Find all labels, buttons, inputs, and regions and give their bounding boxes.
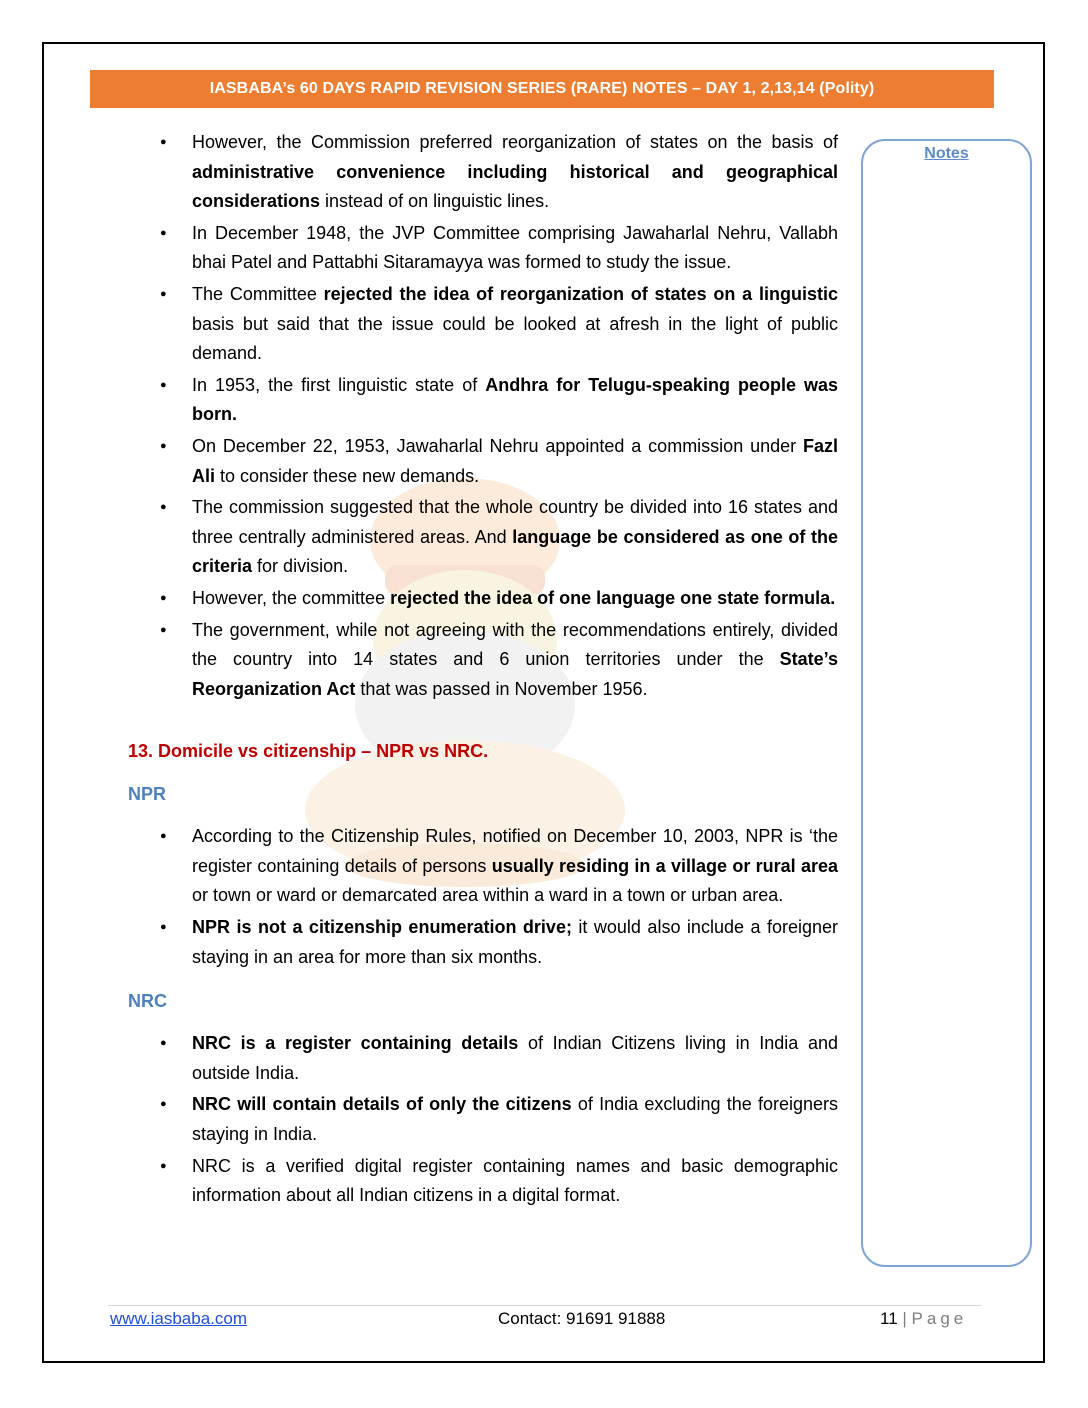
list-item: ● NPR is not a citizenship enumeration drive; it would also include a foreigner staying in an area for more than six months. xyxy=(128,913,838,972)
page-number: 11 xyxy=(880,1309,898,1328)
list-item: ● In December 1948, the JVP Committee comprising Jawaharlal Nehru, Vallabh bhai Patel and Pattabhi Sitaramayya was formed to study the issue. xyxy=(128,219,838,278)
list-item: ● However, the Commission preferred reorganization of states on the basis of administrative convenience including historical and geographical considerations instead of on linguistic lines. xyxy=(128,128,838,217)
list-item: ● According to the Citizenship Rules, notified on December 10, 2003, NPR is ‘the register containing details of persons usually residing in a village or rural area or town or ward or demarcated area within a ward in a town or urban area. xyxy=(128,822,838,911)
main-content xyxy=(128,128,838,1213)
list-item: ● NRC is a verified digital register containing names and basic demographic information about all Indian citizens in a digital format. xyxy=(128,1152,838,1211)
footer-divider xyxy=(108,1305,982,1306)
page-separator: | xyxy=(902,1309,907,1328)
list-item: ● However, the committee rejected the idea of one language one state formula. xyxy=(128,584,838,614)
list-item: ● NRC will contain details of only the citizens of India excluding the foreigners staying in India. xyxy=(128,1090,838,1149)
section-12-list xyxy=(128,128,838,704)
npr-list xyxy=(128,822,838,972)
notes-label[interactable]: Notes xyxy=(924,145,969,162)
list-item: ● On December 22, 1953, Jawaharlal Nehru appointed a commission under Fazl Ali to consider these new demands. xyxy=(128,432,838,491)
footer-contact: Contact: 91691 91888 xyxy=(498,1309,666,1328)
list-item: ● NRC is a register containing details of Indian Citizens living in India and outside India. xyxy=(128,1029,838,1088)
nrc-heading: NRC xyxy=(128,991,167,1012)
list-item: ● In 1953, the first linguistic state of Andhra for Telugu-speaking people was born. xyxy=(128,371,838,430)
header-title: IASBABA’s 60 DAYS RAPID REVISION SERIES (RARE) NOTES – DAY 1, 2,13,14 (Polity) xyxy=(209,80,875,97)
page-label: Page xyxy=(911,1309,968,1328)
nrc-list xyxy=(128,1029,838,1211)
list-item: ● The commission suggested that the whole country be divided into 16 states and three centrally administered areas. And language be considered as one of the criteria for division. xyxy=(128,493,838,582)
footer-page-number xyxy=(880,1309,967,1329)
header-bar xyxy=(90,70,994,108)
list-item: ● The government, while not agreeing with the recommendations entirely, divided the country into 14 states and 6 union territories under the State’s Reorganization Act that was passed in November 1956. xyxy=(128,616,838,705)
notes-panel xyxy=(861,139,1032,1267)
list-item: ● The Committee rejected the idea of reorganization of states on a linguistic basis but said that the issue could be looked at afresh in the light of public demand. xyxy=(128,280,838,369)
section-13-heading: 13. Domicile vs citizenship – NPR vs NRC. xyxy=(128,741,489,762)
npr-heading: NPR xyxy=(128,784,167,805)
footer-website-link[interactable]: www.iasbaba.com xyxy=(110,1309,248,1328)
